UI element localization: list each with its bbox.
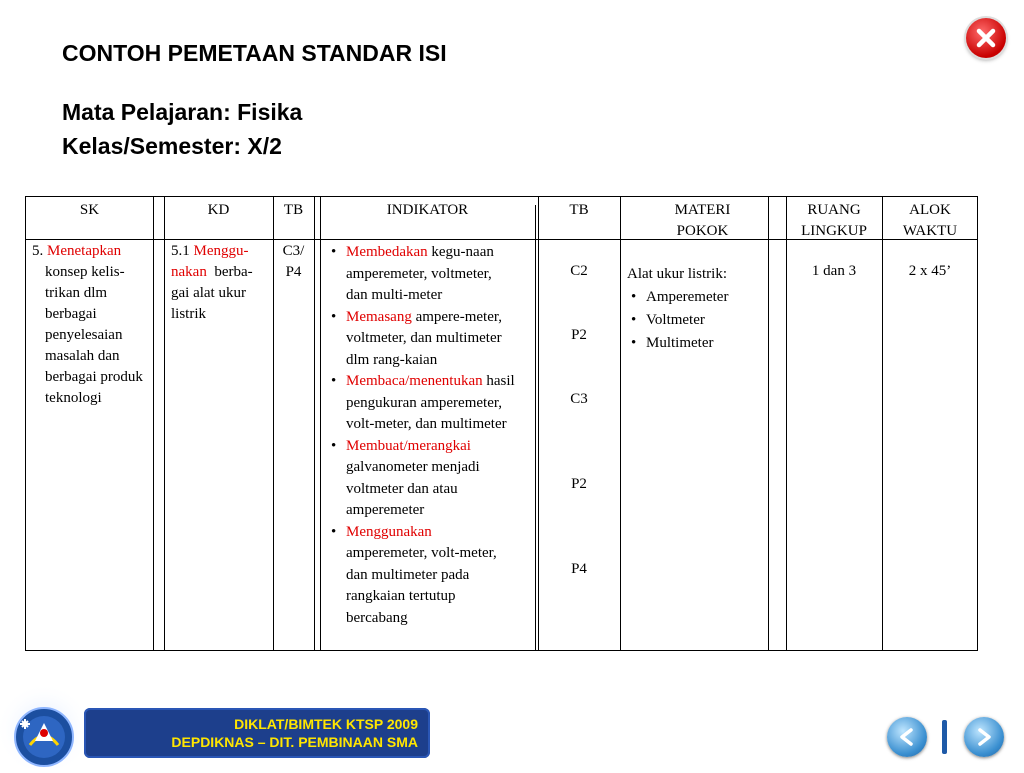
indikator-line: rangkaian tertutup <box>346 588 456 604</box>
arrow-right-icon <box>974 727 994 747</box>
header-materi-line: MATERI <box>674 202 731 218</box>
page-title: CONTOH PEMETAAN STANDAR ISI <box>62 40 447 66</box>
sk-line: penyelesaian <box>45 327 123 343</box>
indikator-item <box>327 522 537 630</box>
indikator-line: bercabang <box>346 609 408 626</box>
indikator-item <box>327 371 537 436</box>
indikator-item <box>327 436 537 522</box>
footer-line-2: DEPDIKNAS – DIT. PEMBINAAN SMA <box>171 734 418 750</box>
materi-item: • Multimeter <box>627 332 767 355</box>
kd-text: berba- <box>214 264 253 280</box>
tb2-value: C3 <box>570 391 588 407</box>
indikator-text: ampere-meter, <box>415 308 503 325</box>
indikator-line: volt-meter, dan multimeter <box>346 416 507 432</box>
indikator-line: amperemeter <box>346 502 425 518</box>
tb2-cell <box>538 197 620 652</box>
class-line: Kelas/Semester: X/2 <box>62 133 282 159</box>
materi-item: • Amperemeter <box>627 286 767 309</box>
indikator-line: galvanometer menjadi <box>346 459 480 475</box>
sk-line: berbagai <box>45 306 97 322</box>
indikator-cell <box>327 242 537 629</box>
close-button[interactable] <box>966 18 1006 58</box>
indikator-line: dlm rang-kaian <box>346 351 438 368</box>
arrow-left-icon <box>897 727 917 747</box>
sk-line: trikan dlm <box>45 285 108 301</box>
sk-cell <box>32 241 154 409</box>
indikator-text: kegu-naan <box>431 244 494 260</box>
close-icon <box>975 27 997 49</box>
header-ruang-line: RUANG <box>807 202 861 218</box>
indikator-verb: Membedakan <box>346 244 428 260</box>
kd-line: listrik <box>171 306 207 322</box>
header-waktu-line: WAKTU <box>902 223 958 239</box>
tb2-value: C2 <box>570 263 588 279</box>
header-sk: SK <box>79 202 100 218</box>
indikator-line: pengukuran amperemeter, <box>346 394 502 411</box>
tb2-value: P4 <box>571 561 587 577</box>
indikator-line: amperemeter, volt-meter, <box>346 545 497 561</box>
ruang-lingkup-value: 1 dan 3 <box>811 263 857 279</box>
indikator-verb: Menggunakan <box>346 523 432 540</box>
mapping-table <box>25 196 978 651</box>
subject-info <box>62 95 302 163</box>
kd-number: 5.1 <box>171 243 190 259</box>
alok-waktu-value: 2 x 45’ <box>908 263 952 279</box>
header-kd: KD <box>207 202 230 218</box>
materi-item: • Voltmeter <box>627 309 767 332</box>
indikator-text: hasil <box>486 373 515 389</box>
tb-cell <box>273 241 314 283</box>
indikator-line: voltmeter, dan multimeter <box>346 330 502 346</box>
header-materi-pokok <box>620 200 785 242</box>
materi-heading: Alat ukur listrik: <box>627 266 727 282</box>
sk-number: 5. <box>32 243 44 259</box>
header-ruang-lingkup <box>786 200 882 242</box>
indikator-line: voltmeter dan atau <box>346 480 458 497</box>
header-tb: TB <box>283 202 304 218</box>
nav-divider <box>942 720 947 754</box>
kd-verb-cont: nakan <box>171 264 207 280</box>
tb-line: C3/ <box>282 243 305 259</box>
sk-line: konsep kelis- <box>45 264 125 280</box>
indikator-verb: Memasang <box>346 308 412 325</box>
materi-cell <box>627 263 767 355</box>
subject-line: Mata Pelajaran: Fisika <box>62 99 303 125</box>
header-lingkup-line: LINGKUP <box>801 223 867 239</box>
previous-button[interactable] <box>887 717 927 757</box>
header-pokok-line: POKOK <box>676 223 729 239</box>
indikator-item <box>327 242 537 307</box>
indikator-line: amperemeter, voltmeter, <box>346 265 492 282</box>
sk-line: berbagai produk <box>45 369 143 385</box>
tb2-value: P2 <box>571 476 587 492</box>
next-button[interactable] <box>964 717 1004 757</box>
header-indikator: INDIKATOR <box>386 202 469 218</box>
kd-cell <box>171 241 271 325</box>
depdiknas-logo <box>0 683 88 768</box>
kd-line: gai alat ukur <box>171 285 246 301</box>
footer-banner <box>84 708 430 758</box>
header-alok-waktu <box>882 200 978 242</box>
indikator-line: dan multi-meter <box>346 287 443 303</box>
tb-line: P4 <box>285 264 302 280</box>
sk-line: teknologi <box>45 390 102 406</box>
sk-line: masalah dan <box>45 348 120 364</box>
tb2-value: P2 <box>571 327 587 343</box>
indikator-line: dan multimeter pada <box>346 566 470 583</box>
footer-line-1: DIKLAT/BIMTEK KTSP 2009 <box>234 716 418 732</box>
header-alok-line: ALOK <box>909 202 951 218</box>
indikator-item <box>327 307 537 372</box>
kd-verb: Menggu- <box>193 243 249 259</box>
sk-verb: Menetapkan <box>47 243 122 259</box>
header-tb-2: TB <box>569 202 589 218</box>
indikator-verb: Membaca/menentukan <box>346 373 483 389</box>
indikator-verb: Membuat/merangkai <box>346 437 471 454</box>
